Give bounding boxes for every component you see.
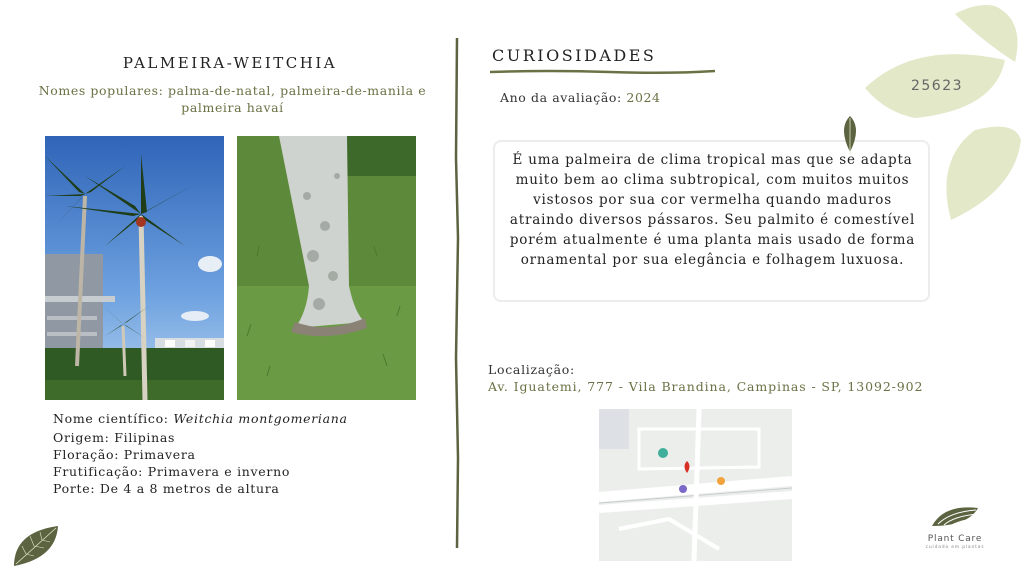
location-address: Av. Iguatemi, 777 - Vila Brandina, Campinas - SP, 13092-902 [488,379,924,394]
heading-underline [490,68,715,76]
origin-line: Origem: Filipinas [53,430,176,445]
location-label: Localização: [488,362,575,377]
fruiting-line: Frutificação: Primavera e inverno [53,464,291,479]
size-line: Porte: De 4 a 8 metros de altura [53,481,280,496]
bottom-leaf-icon [10,522,62,570]
decorative-leaves [855,0,1024,230]
plant-facts [53,410,348,497]
plant-title: PALMEIRA-WEITCHIA [122,54,338,72]
palm-trees-photo [45,136,224,400]
evaluation-value: 2024 [626,90,661,105]
vertical-divider [452,38,462,548]
popular-names: Nomes populares: palma-de-natal, palmeira-de-manila e palmeira havaí [38,83,427,115]
small-leaf-icon [838,114,862,156]
curiosities-heading: CURIOSIDADES [492,46,657,65]
palm-trunk-photo [237,136,416,400]
evaluation-year [500,90,661,105]
brand-name: Plant Care [927,534,983,544]
plant-code: 25623 [910,78,964,94]
brand-tagline: cuidado em plantas [925,545,985,550]
scientific-name: Weitchia montgomeriana [173,411,348,426]
curiosities-text: É uma palmeira de clima tropical mas que se adapta muito bem ao clima subtropical, com muitos muitos vistosos por sua cor vermelha quando maduros atraindo diversos pássaros. Seu palmito é comestível porém atualmente é uma planta mais usado de forma ornamental por sua elegância e folhagem luxuosa. [509,152,916,268]
scientific-name-line [53,410,348,427]
scientific-label: Nome científico: [53,411,169,426]
evaluation-label: Ano da avaliação: [500,90,622,105]
location-map [599,409,792,561]
flowering-line: Floração: Primavera [53,447,196,462]
